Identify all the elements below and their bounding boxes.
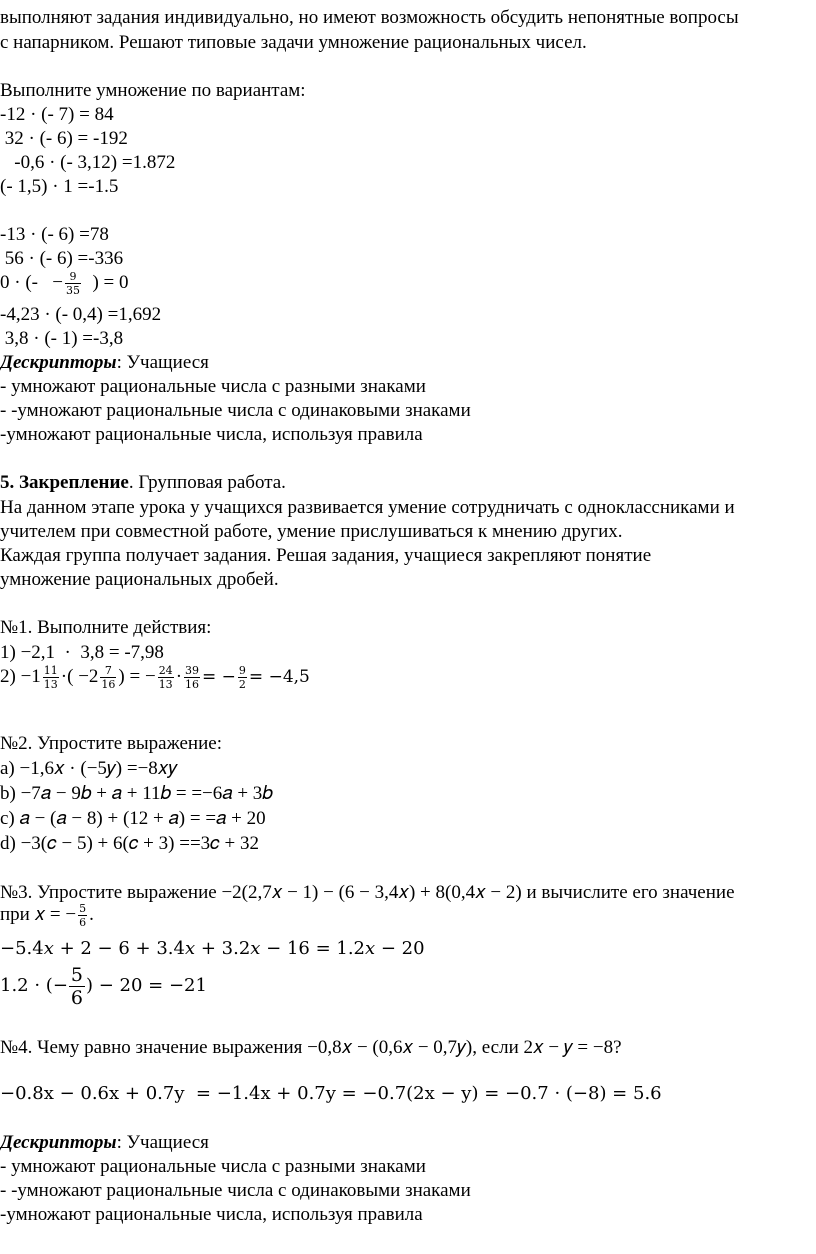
task1-heading: №1. Выполните действия: (0, 617, 212, 638)
intro-line-2: с напарником. Решают типовые задачи умножение рациональных чисел. (0, 32, 587, 53)
intro-line-1: выполняют задания индивидуально, но имеют возможность обсудить непонятные вопросы (0, 7, 739, 28)
task1-line-1: 1) −2,1 · 3,8 = -7,98 (0, 642, 164, 663)
task2-heading: №2. Упростите выражение: (0, 733, 222, 754)
fraction: $\frac{9}{35}$ (65, 270, 80, 298)
task2-item-c: c) 𝑎 − (𝑎 − 8) + (12 + 𝑎) = =𝑎 + 20 (0, 808, 266, 829)
task3-heading: №3. Упростите выражение −2(2,7𝑥 − 1) − (6 − 3,4𝑥) + 8(0,4𝑥 − 2) и вычислите его значение (0, 882, 735, 903)
descriptors-heading: Дескрипторы: Учащиеся (0, 352, 209, 373)
variant1-line: (- 1,5) · 1 =-1.5 (0, 176, 119, 197)
section5-title: 5. Закрепление. Групповая работа. (0, 472, 286, 493)
variant2-line-fraction: 0 · (- − $\frac{9}{35}$ ) = 0 (0, 270, 129, 298)
task4-solution: −0.8x − 0.6x + 0.7y = −1.4x + 0.7y = −0.7(2x − y) = −0.7 · (−8) = 5.6 (0, 1083, 662, 1104)
variants-heading: Выполните умножение по вариантам: (0, 80, 306, 101)
descriptor-item: - -умножают рациональные числа с одинаковыми знаками (0, 1180, 471, 1201)
fraction: $\frac{11}{13}$ (43, 664, 58, 692)
task1-line-2: 2) −1 $\frac{11}{13}$ ·( −2 $\frac{7}{16}$ ) = − $\frac{24}{13}$ · $\frac{39}{16}$ = − $\frac{9}{2}$ = −4,5 (0, 664, 310, 692)
descriptors-heading: Дескрипторы: Учащиеся (0, 1132, 209, 1153)
task3-line-4: 1.2 · (− $\frac{5}{6}$ ) − 20 = −21 (0, 963, 207, 1009)
fraction: $\frac{5}{6}$ (70, 963, 83, 1009)
fraction: $\frac{9}{2}$ (238, 664, 246, 692)
descriptor-item: -умножают рациональные числа, используя правила (0, 1204, 423, 1225)
section5-paragraph: умножение рациональных дробей. (0, 569, 279, 590)
task2-item-b: b) −7𝑎 − 9𝑏 + 𝑎 + 11𝑏 = =−6𝑎 + 3𝑏 (0, 783, 273, 804)
fraction: $\frac{7}{16}$ (101, 664, 116, 692)
descriptor-item: - -умножают рациональные числа с одинаковыми знаками (0, 400, 471, 421)
descriptor-item: -умножают рациональные числа, используя правила (0, 424, 423, 445)
variant1-line: 32 · (- 6) = -192 (0, 128, 128, 149)
descriptor-item: - умножают рациональные числа с разными знаками (0, 376, 426, 397)
variant1-line: -0,6 · (- 3,12) =1.872 (0, 152, 176, 173)
section5-paragraph: учителем при совместной работе, умение прислушиваться к мнению других. (0, 521, 623, 542)
descriptor-item: - умножают рациональные числа с разными знаками (0, 1156, 426, 1177)
fraction: $\frac{24}{13}$ (158, 664, 173, 692)
variant2-line: -4,23 · (- 0,4) =1,692 (0, 304, 162, 325)
task2-item-a: a) −1,6𝑥 · (−5𝑦) =−8𝑥𝑦 (0, 758, 178, 779)
task3-line-2: при 𝑥 = − $\frac{5}{6}$ . (0, 902, 94, 930)
fraction: $\frac{39}{16}$ (185, 664, 200, 692)
variant2-line: 56 · (- 6) =-336 (0, 248, 124, 269)
section5-paragraph: Каждая группа получает задания. Решая задания, учащиеся закрепляют понятие (0, 545, 652, 566)
fraction: $\frac{5}{6}$ (79, 902, 87, 930)
task4-heading: №4. Чему равно значение выражения −0,8𝑥 − (0,6𝑥 − 0,7𝑦), если 2𝑥 − 𝑦 = −8? (0, 1037, 622, 1058)
task2-item-d: d) −3(𝑐 − 5) + 6(𝑐 + 3) ==3𝑐 + 32 (0, 833, 259, 854)
variant1-line: -12 · (- 7) = 84 (0, 104, 114, 125)
variant2-line: 3,8 · (- 1) =-3,8 (0, 328, 124, 349)
task3-line-3: −5.4𝑥 + 2 − 6 + 3.4𝑥 + 3.2𝑥 − 16 = 1.2𝑥 − 20 (0, 938, 425, 959)
section5-paragraph: На данном этапе урока у учащихся развивается умение сотрудничать с одноклассниками и (0, 497, 735, 518)
variant2-line: -13 · (- 6) =78 (0, 224, 109, 245)
